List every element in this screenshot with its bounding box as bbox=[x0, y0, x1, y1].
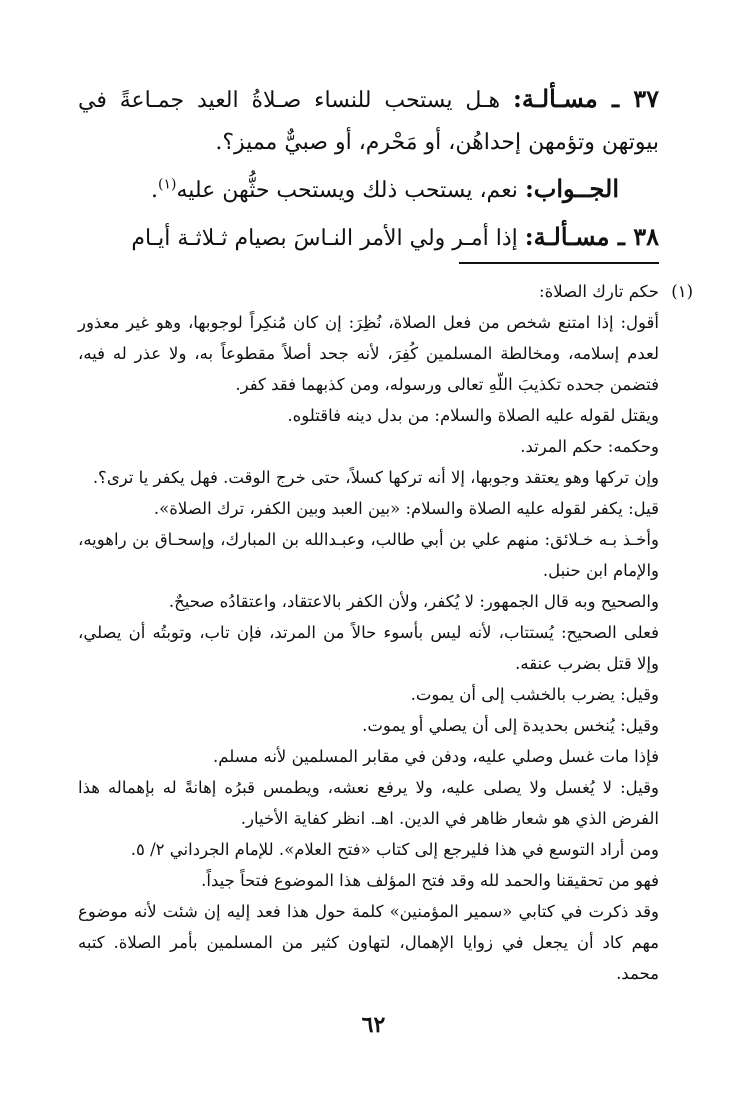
footnote-line: ويقتل لقوله عليه الصلاة والسلام: من بدل دينه فاقتلوه. bbox=[287, 406, 659, 425]
footnote-line: وإن تركها وهو يعتقد وجوبها، إلا أنه تركها كسلاً، حتى خرج الوقت. فهل يكفر يا ترى؟. bbox=[92, 468, 659, 487]
footnote-line: حكم تارك الصلاة: bbox=[539, 282, 659, 301]
answer-end: . bbox=[151, 178, 158, 203]
answer-text: نعم، يستحب ذلك ويستحب حثُّهن عليه bbox=[176, 178, 518, 203]
footnote-line: وقيل: يُنخس بحديدة إلى أن يصلي أو يموت. bbox=[362, 716, 659, 735]
footnote-line: وقيل: لا يُغسل ولا يصلى عليه، ولا يرفع نعشه، ويطمس قبرُه إهانةً له بإهماله هذا الفرض الذي هو شعار ظاهر في الدين. اهـ. انظر كفاية الأخيار. bbox=[78, 778, 659, 828]
footnote-line: فإذا مات غسل وصلي عليه، ودفن في مقابر المسلمين لأنه مسلم. bbox=[212, 747, 659, 766]
answer bbox=[78, 168, 659, 212]
footnote-line: والصحيح وبه قال الجمهور: لا يُكفر، ولأن الكفر بالاعتقاد، واعتقادُه صحيحٌ. bbox=[168, 592, 659, 611]
question-38-label: ٣٨ ـ مسـألـة: bbox=[524, 222, 659, 251]
footnote-line: قيل: يكفر لقوله عليه الصلاة والسلام: «بين العبد وبين الكفر، ترك الصلاة». bbox=[153, 499, 659, 518]
main-text bbox=[78, 78, 659, 264]
footnote-line: وأخـذ بـه خـلائق: منهم علي بن أبي طالب، وعبـدالله بن المبارك، وإسحـاق بن راهويه، والإمام ابن حنبل. bbox=[78, 530, 659, 580]
footnote bbox=[78, 276, 693, 989]
footnote-line: فهو من تحقيقنا والحمد لله وقد فتح المؤلف هذا الموضوع فتحاً جيداً. bbox=[201, 871, 659, 890]
question-37-label: ٣٧ ـ مسـألـة: bbox=[513, 84, 660, 113]
footnote-line: وقيل: يضرب بالخشب إلى أن يموت. bbox=[410, 685, 659, 704]
question-37-text: هـل يستحب للنساء صـلاةُ العيد جمـاعةً في بيوتهن وتؤمهن إحداهُن، أو مَحْرم، أو صبيٌّ مميز؟. bbox=[78, 88, 659, 155]
footnote-line: أقول: إذا امتنع شخص من فعل الصلاة، نُظِرَ: إن كان مُنكِراً لوجوبها، وهو غير معذور لعدم إسلامه، ومخالطة المسلمين كُفِرَ، لأنه جحد أصلاً مقطوعاً به، ولا عذر له فيه، فتضمن جحده تكذيبَ اللّهِ تعالى ورسوله، ومن كذبهما فقد كفر. bbox=[78, 313, 659, 394]
footnote-ref[interactable]: (١) bbox=[158, 176, 177, 193]
answer-label: الجــواب: bbox=[524, 174, 619, 203]
question-37 bbox=[78, 78, 659, 164]
question-38 bbox=[78, 216, 659, 260]
footnote-line: ومن أراد التوسع في هذا فليرجع إلى كتاب «فتح العلام». للإمام الجرداني ٢/ ٥. bbox=[130, 840, 659, 859]
footnote-line: وحكمه: حكم المرتد. bbox=[520, 437, 659, 456]
question-38-text: إذا أمـر ولي الأمر النـاسَ بصيام ثـلاثـة أيـام bbox=[131, 226, 518, 251]
footnote-line: فعلى الصحيح: يُستتاب، لأنه ليس بأسوء حالاً من المرتد، فإن تاب، وتوبتُه أن يصلي، وإلا قتل بضرب عنقه. bbox=[78, 623, 659, 673]
footnote-marker: (١) bbox=[671, 282, 693, 301]
footnote-line: وقد ذكرت في كتابي «سمير المؤمنين» كلمة حول هذا فعد إليه إن شئت لأنه موضوع مهم كاد أن يجعل في زوايا الإهمال، لتهاون كثير من المسلمين بأمر الصلاة. كتبه محمد. bbox=[78, 902, 659, 983]
page-number: ٦٢ bbox=[361, 1012, 386, 1038]
footnote-separator bbox=[459, 262, 659, 264]
